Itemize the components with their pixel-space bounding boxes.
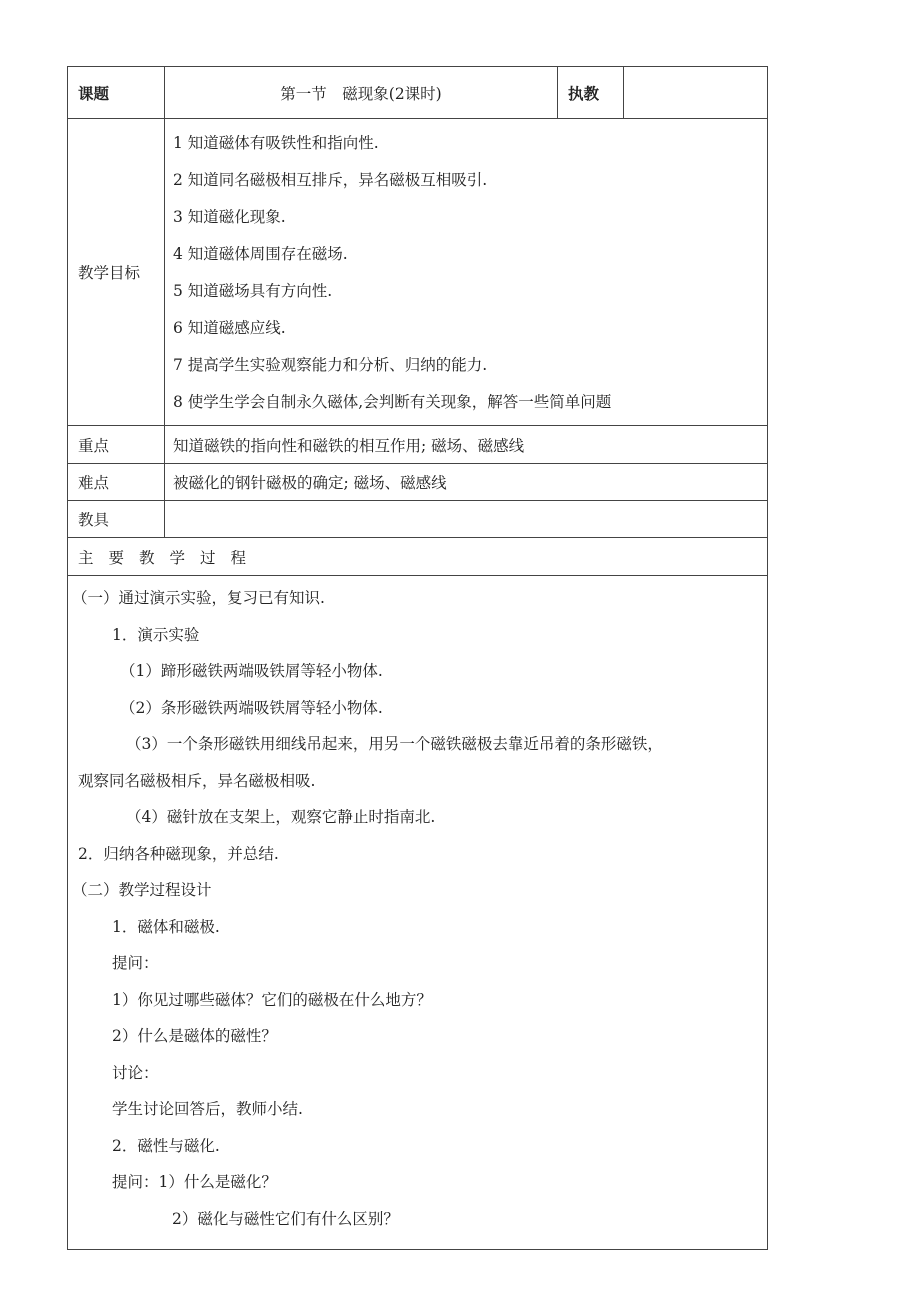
process-line: 2．磁性与磁化. xyxy=(112,1136,220,1155)
process-line: 2）磁化与磁性它们有什么区别？ xyxy=(172,1209,399,1228)
header-row xyxy=(68,67,768,119)
objective-item: 8 使学生学会自制永久磁体,会判断有关现象，解答一些简单问题 xyxy=(173,393,612,411)
objective-item: 3 知道磁化现象. xyxy=(173,208,286,226)
process-line: 提问：1）什么是磁化？ xyxy=(112,1173,277,1191)
tools-row xyxy=(68,501,768,538)
process-line: （1）蹄形磁铁两端吸铁屑等轻小物体. xyxy=(120,662,383,680)
process-line: 学生讨论回答后，教师小结. xyxy=(112,1100,303,1118)
objective-item: 2 知道同名磁极相互排斥，异名磁极互相吸引. xyxy=(173,171,488,189)
objective-item: 1 知道磁体有吸铁性和指向性. xyxy=(173,134,379,152)
topic-label: 课题 xyxy=(68,67,165,119)
teacher-label: 执教 xyxy=(558,67,624,119)
process-heading-row xyxy=(68,538,768,576)
key-points-label: 重点 xyxy=(68,426,165,464)
process-line: 讨论： xyxy=(112,1063,159,1082)
process-line: 提问： xyxy=(112,954,159,972)
process-heading: 主要教学过程 xyxy=(68,538,768,576)
topic-value: 第一节 磁现象(2课时) xyxy=(165,67,558,119)
objective-item: 4 知道磁体周围存在磁场. xyxy=(173,245,348,263)
process-line: （二）教学过程设计 xyxy=(72,881,212,899)
process-line: 2．归纳各种磁现象，并总结. xyxy=(78,844,279,863)
objectives-label: 教学目标 xyxy=(68,119,165,426)
process-lines xyxy=(68,580,767,1237)
process-line: 1．演示实验 xyxy=(112,625,200,644)
tools-label: 教具 xyxy=(68,501,165,538)
process-line: （一）通过演示实验，复习已有知识. xyxy=(72,589,325,607)
process-line: （4）磁针放在支架上，观察它静止时指南北. xyxy=(126,808,436,826)
lesson-plan-table xyxy=(67,66,768,1250)
difficulties-value: 被磁化的钢针磁极的确定; 磁场、磁感线 xyxy=(165,464,768,501)
difficulties-label: 难点 xyxy=(68,464,165,501)
process-line: （3）一个条形磁铁用细线吊起来，用另一个磁铁磁极去靠近吊着的条形磁铁， xyxy=(126,735,663,753)
process-line: 1）你见过哪些磁体？它们的磁极在什么地方？ xyxy=(112,990,432,1009)
difficulties-row xyxy=(68,464,768,501)
objective-item: 6 知道磁感应线. xyxy=(173,319,286,337)
objective-item: 5 知道磁场具有方向性. xyxy=(173,282,333,300)
objective-item: 7 提高学生实验观察能力和分析、归纳的能力. xyxy=(173,356,488,374)
teacher-value xyxy=(624,67,768,119)
objectives-row xyxy=(68,119,768,426)
objectives-list xyxy=(165,119,767,425)
objectives-cell xyxy=(165,119,768,426)
key-points-row xyxy=(68,426,768,464)
process-row xyxy=(68,576,768,1250)
process-line: 1．磁体和磁极. xyxy=(112,917,220,936)
process-line: 观察同名磁极相斥，异名磁极相吸. xyxy=(78,771,316,790)
process-cell xyxy=(68,576,768,1250)
process-line: 2）什么是磁体的磁性？ xyxy=(112,1027,277,1045)
lesson-plan-document xyxy=(67,66,767,1250)
tools-value xyxy=(165,501,768,538)
process-line: （2）条形磁铁两端吸铁屑等轻小物体. xyxy=(120,698,383,717)
key-points-value: 知道磁铁的指向性和磁铁的相互作用; 磁场、磁感线 xyxy=(165,426,768,464)
